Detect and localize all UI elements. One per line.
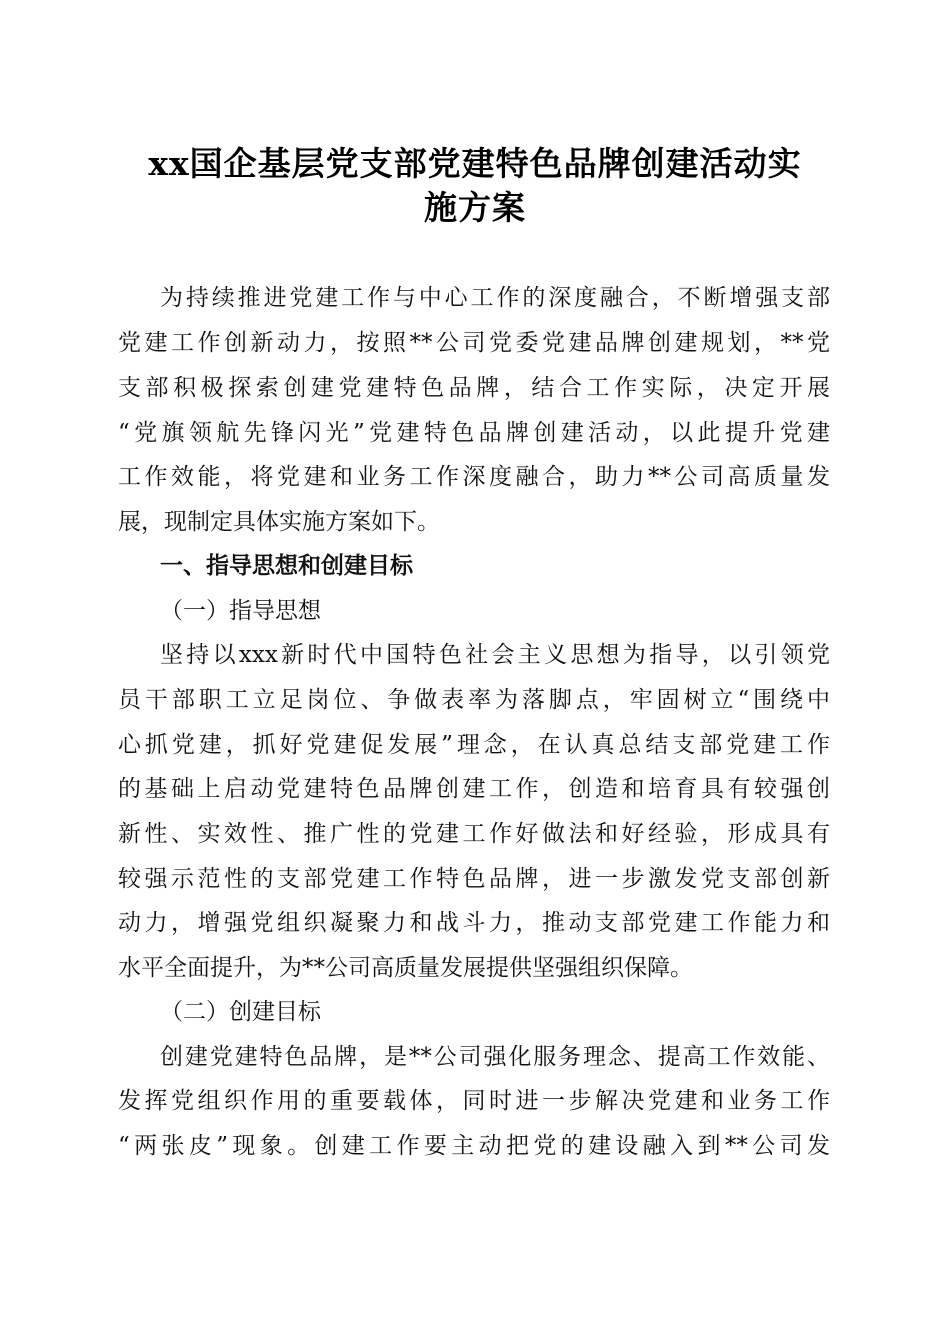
body-line: “两张皮”现象。创建工作要主动把党的建设融入到**公司发 [118,1133,830,1159]
body-line: 新性、实效性、推广性的党建工作好做法和好经验，形成具有 [118,821,830,847]
body-line: 的基础上启动党建特色品牌创建工作，创造和培育具有较强创 [118,776,830,802]
body-line: 发挥党组织作用的重要载体，同时进一步解决党建和业务工作 [118,1088,830,1114]
subsection-heading: （二）创建目标 [160,999,321,1025]
intro-line: 工作效能，将党建和业务工作深度融合，助力**公司高质量发 [118,464,830,490]
intro-line: 支部积极探索创建党建特色品牌，结合工作实际，决定开展 [118,375,830,401]
body-line: 动力，增强党组织凝聚力和战斗力，推动支部党建工作能力和 [118,910,830,936]
section-heading: 一、指导思想和创建目标 [160,553,413,579]
body-line: 员干部职工立足岗位、争做表率为落脚点，牢固树立“围绕中 [118,687,830,713]
intro-line: 为持续推进党建工作与中心工作的深度融合，不断增强支部 [160,285,830,311]
body-line: 创建党建特色品牌，是**公司强化服务理念、提高工作效能、 [160,1044,830,1070]
body-line: 较强示范性的支部党建工作特色品牌，进一步激发党支部创新 [118,866,830,892]
document-title-line-2: 施方案 [424,188,526,227]
subsection-heading: （一）指导思想 [160,598,321,624]
body-line: 水平全面提升，为**公司高质量发展提供坚强组织保障。 [118,955,693,981]
body-line: 心抓党建，抓好党建促发展”理念，在认真总结支部党建工作 [118,732,830,758]
document-title-line-1: xx国企基层党支部党建特色品牌创建活动实 [148,144,802,183]
intro-line: 展，现制定具体实施方案如下。 [118,509,440,535]
intro-line: 党建工作创新动力，按照**公司党委党建品牌创建规划，**党 [118,330,830,356]
intro-line: “党旗领航先锋闪光”党建特色品牌创建活动，以此提升党建 [118,420,830,446]
body-line: 坚持以xxx新时代中国特色社会主义思想为指导，以引领党 [160,642,830,668]
